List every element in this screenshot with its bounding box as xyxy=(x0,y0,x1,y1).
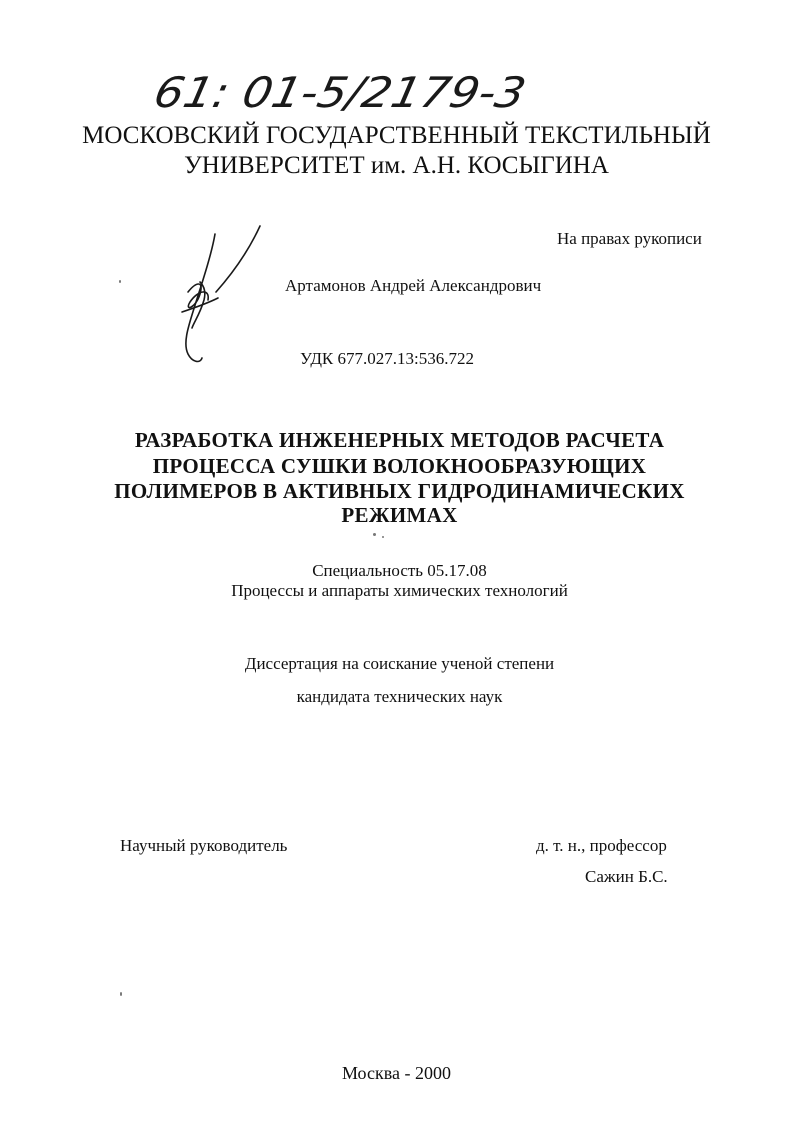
supervisor-name: Сажин Б.С. xyxy=(585,867,668,886)
author-name: Артамонов Андрей Александрович xyxy=(285,276,542,295)
dissertation-line-1: Диссертация на соискание ученой степени xyxy=(244,654,555,673)
specialty-name: Процессы и аппараты химических технологий xyxy=(231,581,568,600)
author-signature xyxy=(160,222,270,372)
dissertation-line-2: кандидата технических наук xyxy=(296,687,503,706)
specialty-code: Специальность 05.17.08 xyxy=(312,561,487,580)
title-line-1: РАЗРАБОТКА ИНЖЕНЕРНЫХ МЕТОДОВ РАСЧЕТА xyxy=(134,428,665,452)
institution-line-2: УНИВЕРСИТЕТ им. А.Н. КОСЫГИНА xyxy=(184,152,609,179)
scan-speck xyxy=(382,536,384,538)
title-line-3: ПОЛИМЕРОВ В АКТИВНЫХ ГИДРОДИНАМИЧЕСКИХ xyxy=(114,479,685,503)
supervisor-degree: д. т. н., профессор xyxy=(536,836,667,855)
udc-code: УДК 677.027.13:536.722 xyxy=(300,349,474,368)
institution-line-1: МОСКОВСКИЙ ГОСУДАРСТВЕННЫЙ ТЕКСТИЛЬНЫЙ xyxy=(82,122,711,149)
scan-speck xyxy=(119,280,121,283)
city-year: Москва - 2000 xyxy=(342,1063,451,1083)
supervisor-label: Научный руководитель xyxy=(120,836,288,855)
title-line-4: РЕЖИМАХ xyxy=(341,503,458,527)
title-line-2: ПРОЦЕССА СУШКИ ВОЛОКНООБРАЗУЮЩИХ xyxy=(152,454,647,478)
handwritten-archive-code-text: 61: 01-5/2179-3 xyxy=(149,69,500,118)
rights-note: На правах рукописи xyxy=(557,229,702,248)
scan-speck xyxy=(120,992,122,996)
scan-speck xyxy=(373,533,376,536)
